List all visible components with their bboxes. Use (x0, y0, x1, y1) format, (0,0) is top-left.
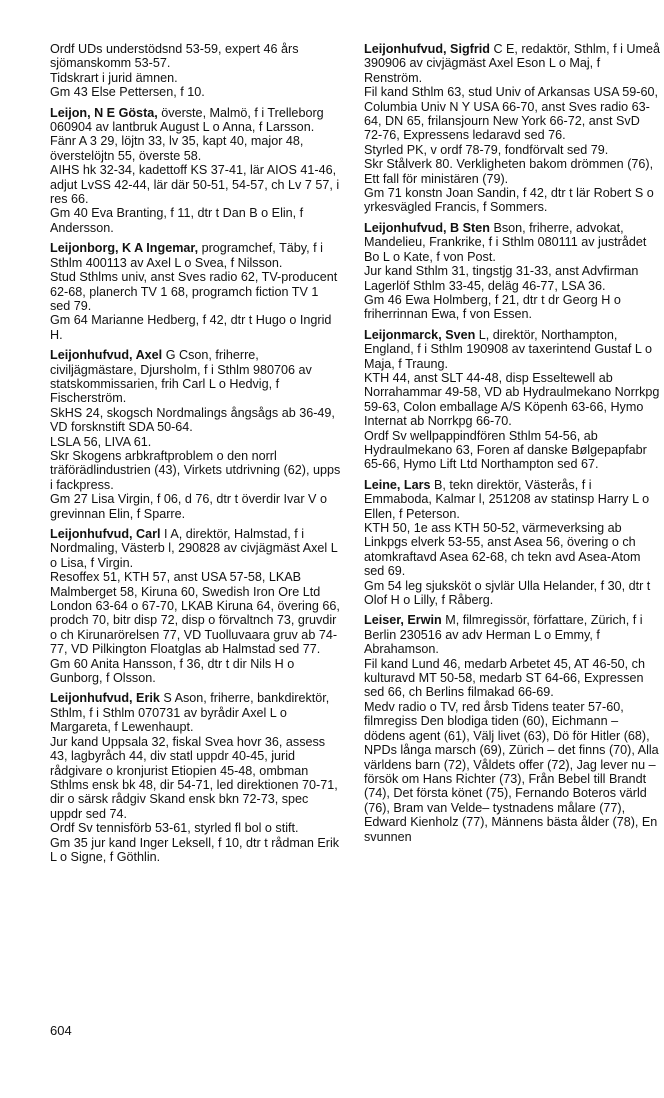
entry-line (50, 691, 342, 734)
entry-name: Leijonhufvud, Erik (50, 691, 160, 706)
biography-entry (50, 348, 342, 521)
biography-entry (50, 106, 342, 236)
entry-line: Tidskrart i jurid ämnen. (50, 70, 178, 85)
entry-line: Gm 35 jur kand Inger Leksell, f 10, dtr t rådman Erik L o Signe, f Göthlin. (50, 835, 340, 864)
entry-name: Leijonhufvud, B Sten (364, 220, 490, 235)
entry-name: Leiser, Erwin (364, 613, 442, 628)
entry-line: Ordf UDs understödsnd 53-59, expert 46 års sjömanskomm 53-57. (50, 42, 299, 71)
entry-text: L, direktör, Northampton, England, f i Sthlm 190908 av taxerintend Gustaf L o Maja, f Traung. (364, 327, 652, 371)
left-column (50, 42, 342, 870)
entry-name: Leine, Lars (364, 477, 431, 492)
entry-line: Ordf Sv tennisförb 53-61, styrled fl bol o stift. (50, 821, 299, 836)
entry-name: Leijon, N E Gösta, (50, 105, 158, 120)
entry-text: Bson, friherre, advokat, Mandelieu, Frankrike, f i Sthlm 080111 av justrådet Bo L o Kate, f von Post. (364, 220, 647, 264)
entry-line (50, 348, 342, 406)
entry-line: Fil kand Sthlm 63, stud Univ of Arkansas USA 59-60, Columbia Univ N Y USA 66-70, anst Sves radio 63-64, DN 65, frilansjourn New York 66-72, anst SvD 72-76, Expressens ledaravd sed 76. (364, 85, 658, 143)
entry-line: Gm 60 Anita Hansson, f 36, dtr t dir Nils H o Gunborg, f Olsson. (50, 656, 295, 686)
entry-text: G Cson, friherre, civiljägmästare, Djursholm, f i Sthlm 980706 av statskommissarien, frih Carl L o Hedvig, f Fischerström. (50, 348, 312, 406)
entry-line: AIHS hk 32-34, kadettoff KS 37-41, lär AIOS 41-46, adjut LvSS 42-44, lär där 50-51, 54-57, ch Lv 7 57, i res 66. (50, 163, 340, 207)
entry-line: Gm 43 Else Pettersen, f 10. (50, 85, 205, 100)
entry-line: Gm 46 Ewa Holmberg, f 21, dtr t dr Georg H o friherrinnan Ewa, f von Essen. (364, 292, 621, 322)
entry-line (50, 527, 342, 570)
entry-line: Jur kand Sthlm 31, tingstjg 31-33, anst Advfirman Lagerlöf Sthlm 33-45, deläg 46-77, LSA 36. (364, 264, 639, 293)
entry-line: SkHS 24, skogsch Nordmalings ångsågs ab 36-49, VD forsknstift SDA 50-64. (50, 405, 335, 435)
entry-line (364, 613, 660, 656)
biography-entry (50, 527, 342, 685)
entry-line: Gm 71 konstn Joan Sandin, f 42, dtr t lär Robert S o yrkesvägled Francis, f Sommers. (364, 186, 654, 215)
entry-line: LSLA 56, LIVA 61. (50, 434, 152, 449)
biography-entry (50, 691, 342, 864)
entry-line (50, 241, 342, 270)
entry-line: Resoffex 51, KTH 57, anst USA 57-58, LKAB Malmberget 58, Kiruna 60, Swedish Iron Ore Ltd London 63-64 o 67-70, LKAB Kiruna 64, övering 66, prodch 70, bitr disp 72, disp o förvaltnch 73, gruvdir o ch Kirunarörelsen 77, VD Tuolluvaara gruv ab 74-77, VD Pilkington Floatglas ab Halmstad sed 77. (50, 570, 340, 657)
entry-name: Leijonhufvud, Carl (50, 527, 161, 541)
entry-line: Gm 64 Marianne Hedberg, f 42, dtr t Hugo o Ingrid H. (50, 313, 332, 342)
entry-name: Leijonhufvud, Axel (50, 348, 163, 363)
right-column (364, 42, 660, 850)
entry-line: Stud Sthlms univ, anst Sves radio 62, TV-producent 62-68, planerch TV 1 68, programch fiction TV 1 sed 79. (50, 270, 338, 313)
entry-line (364, 328, 660, 371)
entry-line: Medv radio o TV, red årsb Tidens teater 57-60, filmregiss Den blodiga tiden (60), Eichmann – dödens agent (61), Välj livet (63), Dö för Hitler (68), NPDs långa marsch (69), Zürich – det finns (70), Alla världens barn (72), Våldets offer (72), Jag lever nu – försök om Hans Richter (73), Från Bebel till Brandt (74), Det första könet (75), Fernando Boteros värld (76), Bram van Velde– tystnadens målare (77), Edward Kienholz (77), Männens bästa ålder (78), En svunnen (364, 699, 659, 844)
biography-entry (50, 42, 342, 100)
entry-line: Styrled PK, v ordf 78-79, fondförvalt sed 79. (364, 142, 609, 157)
entry-line: Skr Stålverk 80. Verkligheten bakom drömmen (76), Ett fall för ministären (79). (364, 157, 654, 186)
biography-entry (50, 241, 342, 342)
biography-entry (364, 478, 660, 608)
entry-text: M, filmregissör, författare, Zürich, f i Berlin 230516 av adv Herman L o Emmy, f Abrahamson. (364, 613, 643, 657)
entry-line (364, 42, 660, 85)
entry-line: Gm 54 leg sjuksköt o sjvlär Ulla Helander, f 30, dtr t Olof H o Lilly, f Råberg. (364, 578, 651, 608)
entry-line: Gm 27 Lisa Virgin, f 06, d 76, dtr t överdir Ivar V o grevinnan Elin, f Sparre. (50, 492, 327, 521)
entry-line: Fänr A 3 29, löjtn 33, lv 35, kapt 40, major 48, överstelöjtn 55, överste 58. (50, 134, 304, 163)
entry-text: programchef, Täby, f i Sthlm 400113 av Axel L o Svea, f Nilsson. (50, 241, 323, 270)
entry-text: S Ason, friherre, bankdirektör, Sthlm, f i Sthlm 070731 av byrådir Axel L o Margareta, f Lewenhaupt. (50, 691, 330, 735)
entry-text: B, tekn direktör, Västerås, f i Emmaboda, Kalmar l, 251208 av statinsp Harry L o Ellen, f Peterson. (364, 477, 650, 521)
entry-line: KTH 44, anst SLT 44-48, disp Esseltewell ab Norrahammar 49-58, VD ab Hydraulmekano Norrkpg 59-63, Colon emballage A/S Köpenh 63-66, Hymo Internat ab Norrkpg 66-70. (364, 370, 660, 429)
entry-line (364, 478, 660, 521)
entry-name: Leijonborg, K A Ingemar, (50, 241, 199, 256)
entry-text: C E, redaktör, Sthlm, f i Umeå 390906 av civjägmäst Axel Eson L o Maj, f Renström. (364, 42, 661, 85)
biography-entry (364, 328, 660, 472)
entry-line: Ordf Sv wellpappindfören Sthlm 54-56, ab Hydraulmekano 63, Foren af danske Bølgepapfabr 65-66, Hymo Lift Ltd Northampton sed 67. (364, 428, 647, 472)
entry-name: Leijonhufvud, Sigfrid (364, 42, 490, 56)
entry-text: I A, direktör, Halmstad, f i Nordmaling, Västerb l, 290828 av civjägmäst Axel L o Lisa, f Virgin. (50, 527, 338, 570)
entry-line: KTH 50, 1e ass KTH 50-52, värmeverksing ab Linkpgs elverk 53-55, anst Asea 56, övering o ch atomkraftavd Asea 62-68, ch tekn avd Asea-Atom sed 69. (364, 521, 641, 579)
entry-line: Jur kand Uppsala 32, fiskal Svea hovr 36, assess 43, lagbyråch 44, div statl uppdr 40-45, jurid rådgivare o kronjurist Etiopien 45-48, ombman Sthlms ensk bk 48, dir 54-71, led direktionen 70-71, dir o särsk rådgiv Skand ensk bkn 72-73, spec uppdr sed 74. (50, 734, 338, 821)
entry-text: överste, Malmö, f i Trelleborg 060904 av lantbruk August L o Anna, f Larsson. (50, 105, 324, 135)
entry-name: Leijonmarck, Sven (364, 327, 476, 342)
entry-line (50, 106, 342, 135)
entry-line: Fil kand Lund 46, medarb Arbetet 45, AT 46-50, ch kulturavd MT 50-58, medarb ST 64-66, Expressen sed 66, ch Berlins filmakad 66-69. (364, 656, 645, 700)
entry-line (364, 221, 660, 264)
biography-entry (364, 221, 660, 322)
biography-entry (364, 42, 660, 215)
biography-entry (364, 613, 660, 844)
entry-line: Skr Skogens arbkraftproblem o den norrl träförädlindustrien (43), Virkets utdrivning (62), upps i fackpress. (50, 448, 341, 492)
page-number: 604 (50, 1023, 72, 1038)
entry-line: Gm 40 Eva Branting, f 11, dtr t Dan B o Elin, f Andersson. (50, 206, 304, 235)
